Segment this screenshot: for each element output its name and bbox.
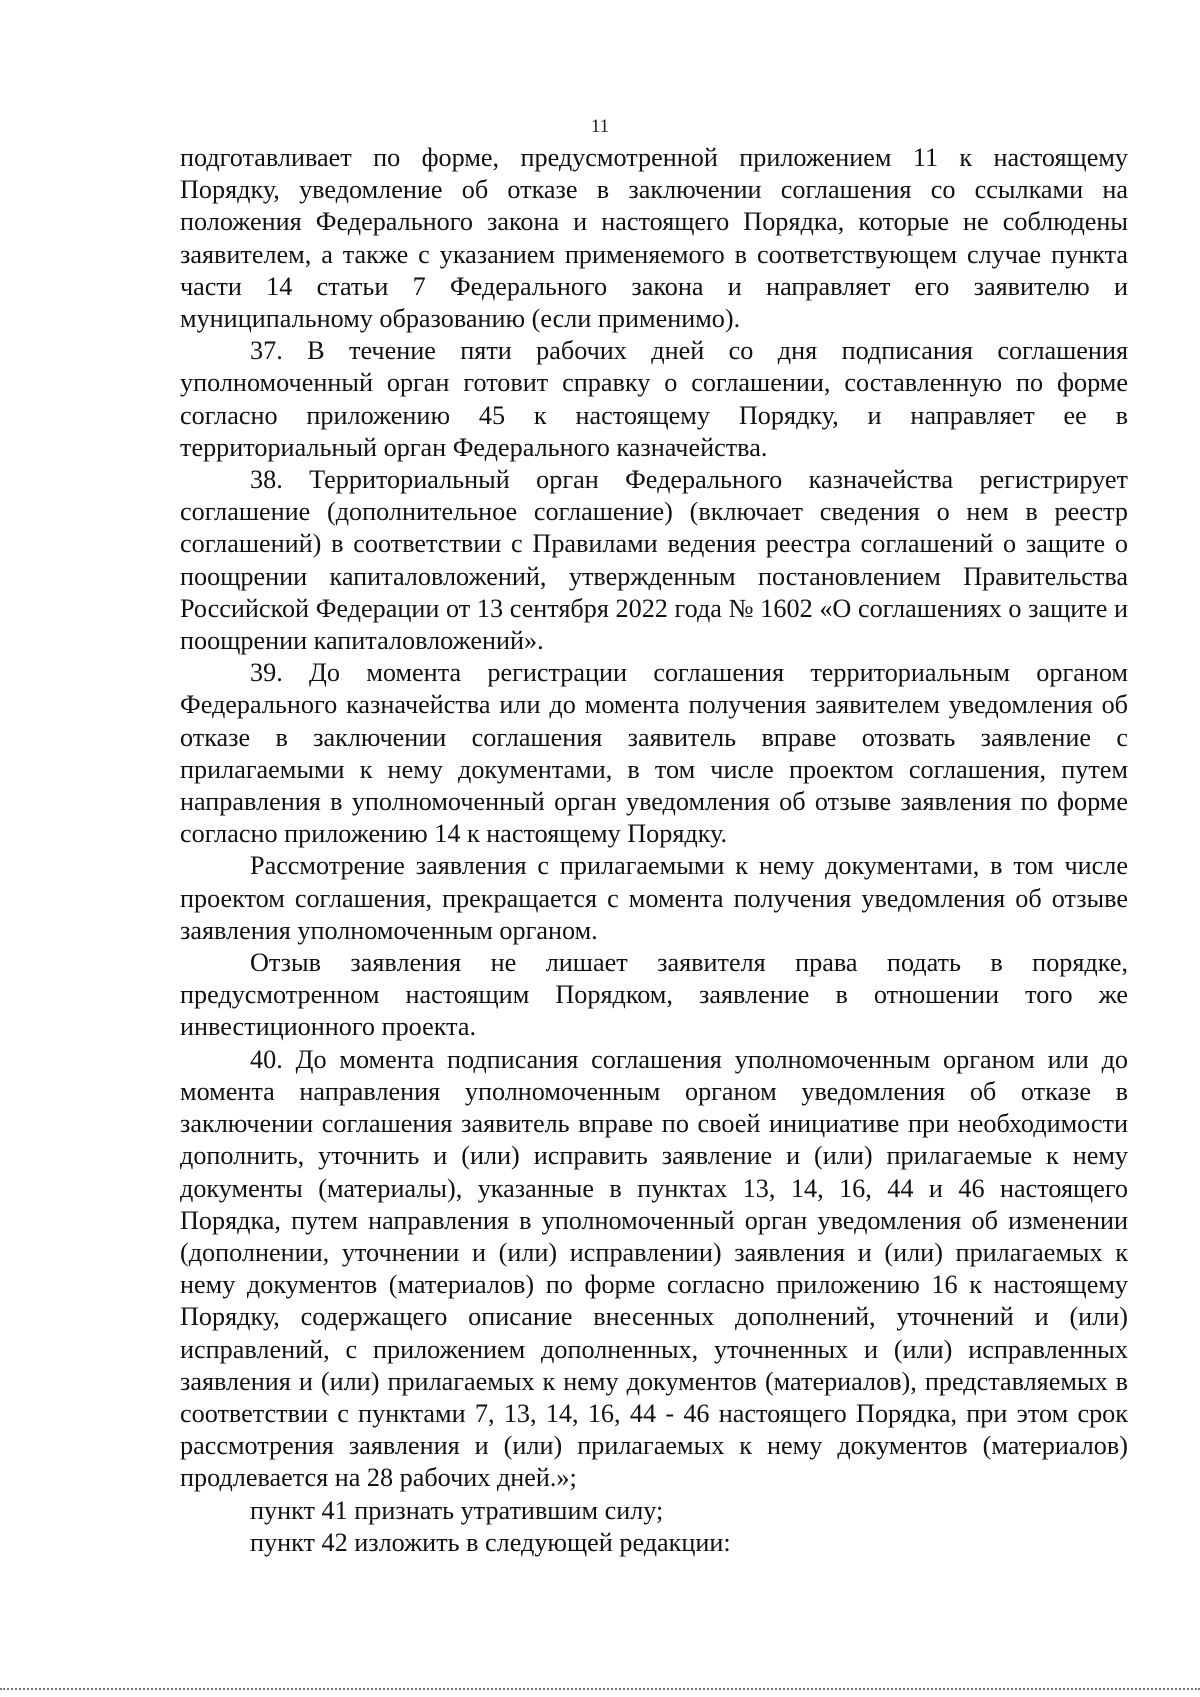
paragraph-39: 39. До момента регистрации соглашения территориальным органом Федерального казначейства или до момента получения заявителем уведомления об отказе в заключении соглашения заявитель вправе отозвать заявление с прилагаемыми к нему документами, в том числе проектом соглашения, путем направления в уполномоченный орган уведомления об отзыве заявления по форме согласно приложению 14 к настоящему Порядку. [180,658,1128,849]
page-number: 11 [590,116,610,137]
paragraph-37: 37. В течение пяти рабочих дней со дня подписания соглашения уполномоченный орган готовит справку о соглашении, составленную по форме согласно приложению 45 к настоящему Порядку, и направляет ее в территориальный орган Федерального казначейства. [180,336,1128,462]
paragraph-40: 40. До момента подписания соглашения уполномоченным органом или до момента направления уполномоченным органом уведомления об отказе в заключении соглашения заявитель вправе по своей инициативе при необходимости дополнить, уточнить и (или) исправить заявление и (или) прилагаемые к нему документы (материалы), указанные в пунктах 13, 14, 16, 44 и 46 настоящего Порядка, путем направления в уполномоченный орган уведомления об изменении (дополнении, уточнении и (или) исправлении) заявления и (или) прилагаемых к нему документов (материалов) по форме согласно приложению 16 к настоящему Порядку, содержащего описание внесенных дополнений, уточнений и (или) исправлений, с приложением дополненных, уточненных и (или) исправленных заявления и (или) прилагаемых к нему документов (материалов), представляемых в соответствии с пунктами 7, 13, 14, 16, 44 - 46 настоящего Порядка, при этом срок рассмотрения заявления и (или) прилагаемых к нему документов (материалов) продлевается на 28 рабочих дней.»; [180,1044,1128,1493]
scan-bottom-edge [0,1688,1200,1690]
paragraph-continuation: подготавливает по форме, предусмотренной приложением 11 к настоящему Порядку, уведомление об отказе в заключении соглашения со ссылками на положения Федерального закона и настоящего Порядка, которые не соблюдены заявителем, а также с указанием применяемого в соответствующем случае пункта части 14 статьи 7 Федерального закона и направляет его заявителю и муниципальному образованию (если применимо). [180,143,1128,334]
paragraph-39-review: Рассмотрение заявления с прилагаемыми к нему документами, в том числе проектом соглашения, прекращается с момента получения уведомления об отзыве заявления уполномоченным органом. [180,851,1128,945]
paragraph-42-note: пункт 42 изложить в следующей редакции: [250,1527,731,1557]
paragraph-39-withdrawal: Отзыв заявления не лишает заявителя права подать в порядке, предусмотренном настоящим Порядком, заявление в отношении того же инвестиционного проекта. [180,948,1128,1042]
paragraph-38: 38. Территориальный орган Федерального казначейства регистрирует соглашение (дополнительное соглашение) (включает сведения о нем в реестр соглашений) в соответствии с Правилами ведения реестра соглашений о защите о поощрении капиталовложений, утвержденным постановлением Правительства Российской Федерации от 13 сентября 2022 года № 1602 «О соглашениях о защите и поощрении капиталовложений». [180,465,1128,656]
document-body [180,142,1128,1559]
paragraph-41-note: пункт 41 признать утратившим силу; [250,1495,664,1525]
